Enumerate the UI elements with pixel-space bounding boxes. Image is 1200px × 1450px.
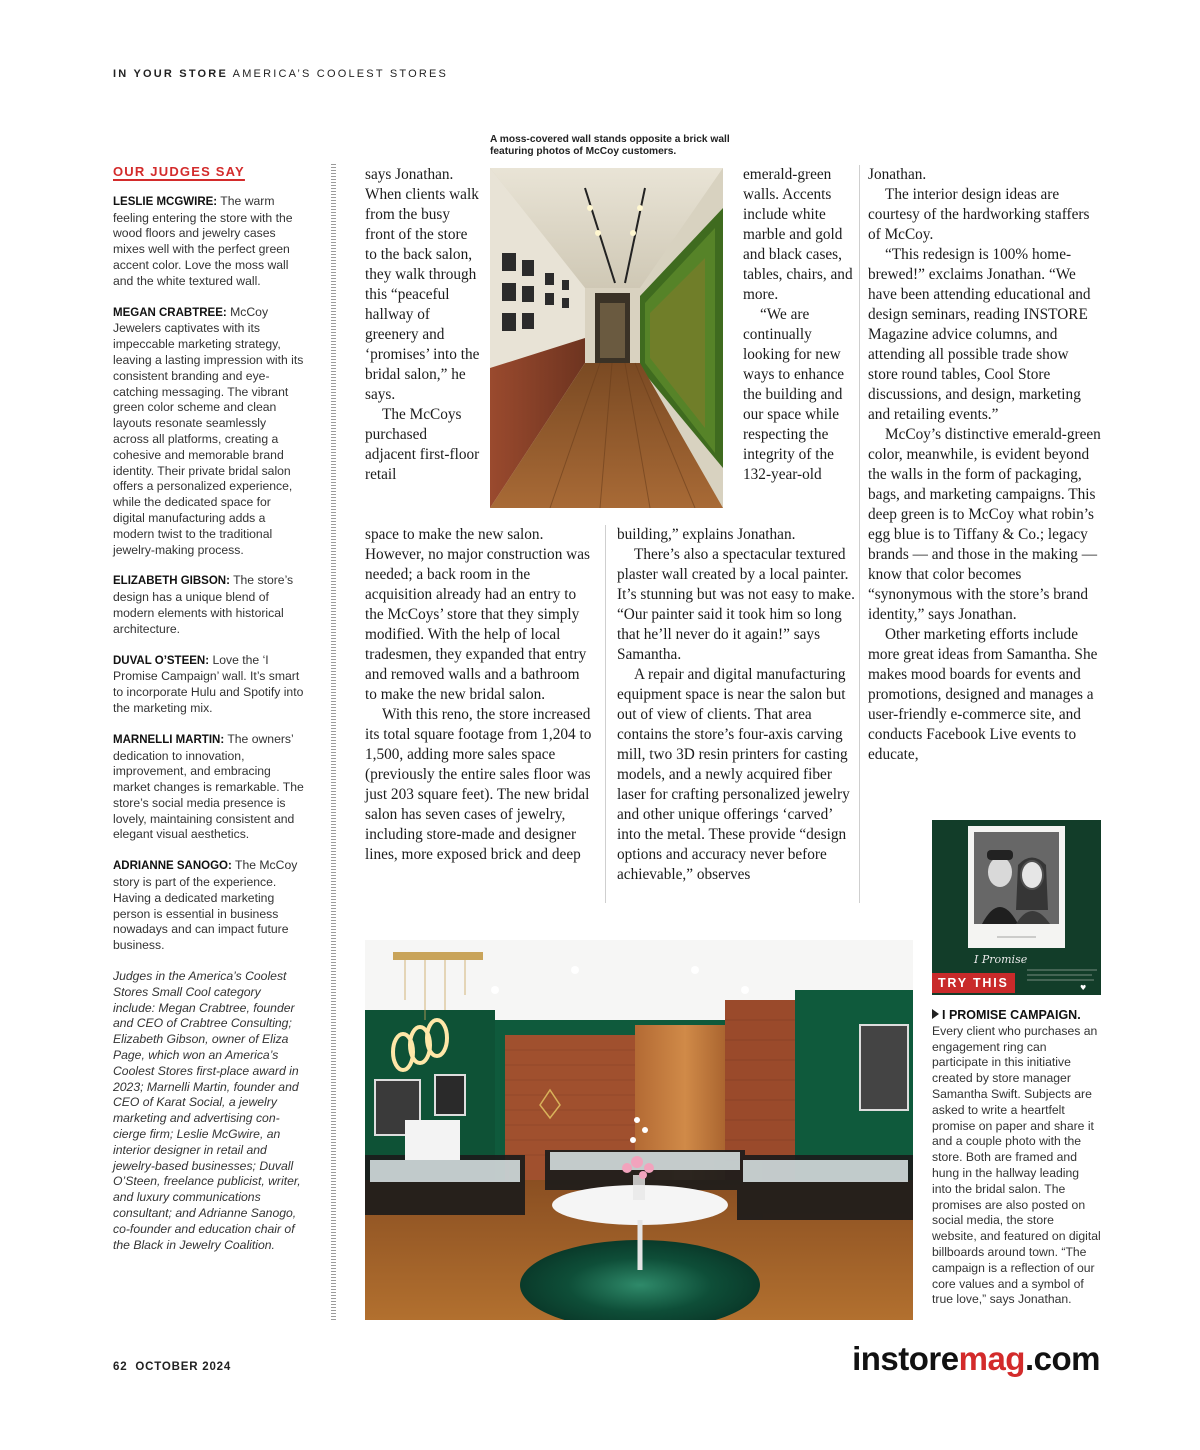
judges-note: Judges in the America’s Coolest Stores Small Cool category include: Megan Crabtree, founder and CEO of Crabtree Consulting; Elizabeth Gibson, owner of Eliza Page, which won an America’s Coolest Stores first-place award in 2023; Marnelli Martin, founder and CEO of Karat Social, a jewelry marketing and advertising concierge firm; Leslie McGwire, an interior designer in retail and jewelry-based businesses; Duvall O’Steen, freelance publicist, writer, and luxury communications consultant; and Adrianne Sanogo, co-founder and education chair of the Black in Jewelry Coalition.	[113, 969, 301, 1252]
judge-name: ELIZABETH GIBSON:	[113, 575, 230, 588]
judge-quote	[113, 653, 305, 717]
article-paragraph: Other marketing efforts include more great ideas from Samantha. She makes mood boards for events and promotions, designed and manages a user-friendly e-commerce site, and conducts Facebook Live events to educate,	[868, 626, 1098, 763]
judge-text: McCoy Jewelers captivates with its impeccable marketing strategy, leaving a lasting impression with its consistent branding and eye-catching messaging. The vibrant green color scheme and clean layouts resonate seamlessly across all platforms, creating a cohesive and memorable brand identity. Their private bridal salon offers a personalized experience, while the dedicated space for digital manufacturing adds a modern twist to the traditional jewelry-making process.	[113, 304, 304, 557]
judge-name: ADRIANNE SANOGO:	[113, 860, 232, 873]
article-paragraph: With this reno, the store increased its total square footage from 1,204 to 1,500, adding more sales space (previously the entire sales floor was just 203 square feet). The new bridal salon has seven cases of jewelry, including store-made and designer lines, more exposed brick and deep	[365, 706, 592, 863]
hallway-photo	[490, 168, 723, 508]
judge-name: DUVAL O’STEEN:	[113, 654, 210, 667]
article-paragraph: Jonathan.	[868, 166, 927, 183]
article-paragraph: There’s also a spectacular textured plaster wall created by a local painter. It’s stunning but was not easy to make. “Our painter said it took him so long that he’ll never do it again!” says Samantha.	[617, 546, 855, 663]
article-column-2	[617, 525, 855, 885]
judge-quote	[113, 858, 305, 954]
promise-campaign-text: Every client who purchases an engagement ring can participate in this initiative created by store manager Samantha Swift. Subjects are asked to write a heartfelt promise on paper and share it and a couple photo with the store. Both are framed and hung in the hallway leading into the bridal salon. The promises are also posted on social media, the store website, and featured on digital billboards around town. “The campaign is a reflection of our core values and a symbol of true love,” says Jonathan.	[932, 1023, 1101, 1307]
series-label: AMERICA’S COOLEST STORES	[232, 68, 449, 80]
article-paragraph: A repair and digital manufacturing equipment space is near the salon but out of view of clients. That area contains the store’s four-axis carving mill, two 3D resin printers for casting models, and a newly acquired fiber laser for crafting personalized jewelry and other unique offerings ‘carved’ into the metal. These provide “design options and accuracy never before achievable,” observes	[617, 666, 850, 883]
article-column-1-top	[365, 165, 480, 485]
article-paragraph: The McCoys purchased adjacent first-floor retail	[365, 406, 480, 483]
promise-photo	[932, 820, 1101, 995]
page-folio	[113, 1361, 231, 1373]
column-divider	[859, 165, 860, 903]
article-column-2-top	[743, 165, 855, 485]
article-paragraph: says Jonathan. When clients walk from the busy front of the store to the back salon, they walk through this “peaceful hallway of greenery and ‘promises’ into the bridal salon,” he says.	[365, 166, 480, 403]
running-head	[113, 68, 448, 80]
article-paragraph: “This redesign is 100% home-brewed!” exclaims Jonathan. “We have been attending educational and design seminars, reading INSTORE Magazine advice columns, and attending all possible trade show store round tables, Cool Store discussions, and design, marketing and retailing events.”	[868, 246, 1091, 423]
brand-accent: mag	[958, 1340, 1025, 1377]
article-paragraph: building,” explains Jonathan.	[617, 526, 796, 543]
photo-caption: A moss-covered wall stands opposite a brick wall featuring photos of McCoy customers.	[490, 134, 730, 157]
promise-campaign-sidebar	[932, 1008, 1102, 1308]
article-paragraph: “We are continually looking for new ways to enhance the building and our space while respecting the integrity of the 132-year-old	[743, 306, 845, 483]
judge-text: The owners’ dedication to innovation, improvement, and embracing market changes is remarkable. The store’s social media presence is lovely, maintaining consistent and elegant visual aesthetics.	[113, 731, 304, 842]
article-paragraph: emerald-green walls. Accents include white marble and gold and black cases, tables, chairs, and more.	[743, 166, 853, 303]
judge-quote	[113, 573, 305, 637]
judge-quote	[113, 194, 305, 290]
magazine-brand	[852, 1340, 1100, 1378]
judge-quote	[113, 305, 305, 559]
article-paragraph: The interior design ideas are courtesy of the hardworking staffers of McCoy.	[868, 186, 1090, 243]
column-divider	[605, 525, 606, 903]
article-paragraph: space to make the new salon. However, no major construction was needed; a back room in the acquisition already had an entry to the McCoys’ store that they simply modified. With the help of local tradesmen, they expanded that entry and removed walls and a bathroom to make the new bridal salon.	[365, 526, 590, 703]
judge-name: MARNELLI MARTIN:	[113, 733, 225, 746]
judge-name: MEGAN CRABTREE:	[113, 306, 227, 319]
try-this-badge: TRY THIS	[932, 973, 1015, 993]
judge-text: Love the ‘I Promise Campaign’ wall. It’s smart to incorporate Hulu and Spotify into the marketing mix.	[113, 652, 304, 715]
brand-start: instore	[852, 1340, 959, 1377]
issue-date: OCTOBER 2024	[135, 1361, 232, 1373]
judge-text: The warm feeling entering the store with the wood floors and jewelry cases mixes well with the perfect green accent color. Love the moss wall and the white textured wall.	[113, 193, 293, 288]
promise-campaign-title: I PROMISE CAMPAIGN.	[942, 1008, 1081, 1022]
judge-quote	[113, 732, 305, 844]
page-number: 62	[113, 1361, 128, 1373]
sidebar-divider	[331, 164, 336, 1320]
triangle-bullet-icon	[932, 1009, 939, 1019]
section-label: IN YOUR STORE	[113, 68, 228, 80]
judge-name: LESLIE MCGWIRE:	[113, 195, 218, 208]
bridal-salon-photo	[365, 940, 913, 1320]
svg-text:♥: ♥	[1080, 984, 1087, 992]
judges-sidebar	[113, 164, 305, 1253]
article-column-3	[868, 165, 1102, 765]
judges-title: OUR JUDGES SAY	[113, 164, 245, 179]
brand-end: .com	[1024, 1340, 1100, 1377]
judge-text: The store’s design has a unique blend of modern elements with historical architecture.	[113, 573, 294, 636]
promise-script: I Promise	[974, 953, 1028, 966]
judge-text: The McCoy story is part of the experience. Having a dedicated marketing person is essential in business nowadays and can impact future business.	[113, 858, 298, 953]
article-column-1	[365, 525, 593, 865]
article-paragraph: McCoy’s distinctive emerald-green color, meanwhile, is evident beyond the walls in the form of packaging, bags, and marketing campaigns. This deep green is to McCoy what robin’s egg blue is to Tiffany & Co.; legacy brands — and those in the making — know that color becomes “synonymous with the store’s brand identity,” says Jonathan.	[868, 426, 1101, 623]
